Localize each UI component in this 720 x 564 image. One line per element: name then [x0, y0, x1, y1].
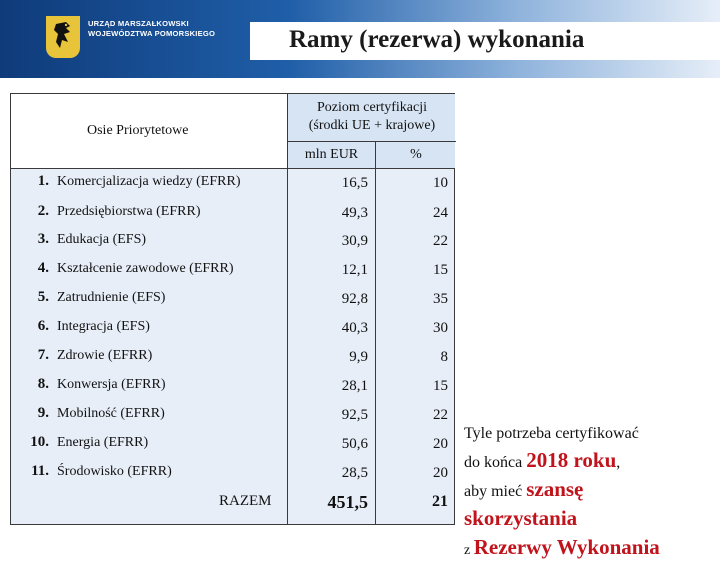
total-percent: 21 — [432, 493, 448, 510]
note-line2-pre: do końca — [464, 454, 527, 471]
row-name: Środowisko (EFRR) — [57, 464, 172, 479]
row-name: Edukacja (EFS) — [57, 232, 147, 247]
row-name: Zatrudnienie (EFS) — [57, 290, 166, 305]
note-line5-highlight: Rezerwy Wykonania — [473, 535, 660, 559]
row-number: 5. — [37, 289, 49, 305]
table-row — [11, 169, 454, 198]
row-value: 92,8 — [341, 291, 368, 307]
note-line3-highlight: szansę — [526, 477, 584, 501]
header-axis-cell — [11, 94, 287, 168]
row-value: 28,5 — [341, 465, 368, 481]
page-title: Ramy (rezerwa) wykonania — [289, 26, 585, 53]
row-percent: 30 — [433, 320, 448, 336]
row-name: Konwersja (EFRR) — [57, 377, 166, 392]
row-value: 16,5 — [341, 175, 368, 191]
row-percent: 24 — [433, 205, 448, 221]
table-row — [11, 372, 454, 401]
row-value: 9,9 — [349, 349, 368, 365]
table-row — [11, 430, 454, 459]
row-number: 1. — [37, 173, 49, 189]
row-number: 8. — [37, 376, 49, 392]
row-number: 11. — [31, 463, 49, 479]
row-value: 92,5 — [341, 407, 368, 423]
row-number: 6. — [37, 318, 49, 334]
note-line2-post: , — [616, 454, 621, 471]
note-line2-highlight: 2018 roku — [526, 448, 617, 472]
table-row — [11, 199, 454, 228]
table-row — [11, 227, 454, 256]
total-row — [11, 482, 454, 524]
total-value: 451,5 — [327, 492, 368, 512]
row-name: Energia (EFRR) — [57, 435, 149, 450]
results-table — [10, 93, 455, 525]
table-row — [11, 401, 454, 430]
row-percent: 20 — [433, 436, 448, 452]
header-percent-label: % — [410, 147, 422, 162]
note-line4-highlight: skorzystania — [464, 506, 578, 530]
row-name: Komercjalizacja wiedzy (EFRR) — [57, 174, 241, 189]
row-value: 40,3 — [341, 320, 368, 336]
row-number: 4. — [37, 260, 49, 276]
note-line5-pre: z — [464, 543, 474, 558]
row-percent: 8 — [440, 349, 448, 365]
org-name-line2: WOJEWÓDZTWA POMORSKIEGO — [88, 29, 216, 38]
header-axis-label: Osie Priorytetowe — [87, 123, 189, 138]
header-value-label: mln EUR — [288, 142, 376, 168]
row-percent: 22 — [433, 233, 448, 249]
side-note — [464, 420, 720, 559]
note-line3-pre: aby mieć — [464, 483, 527, 500]
org-name — [88, 19, 215, 39]
row-number: 2. — [37, 203, 49, 219]
row-percent: 15 — [433, 378, 448, 394]
header-certification-cell — [287, 94, 455, 168]
row-name: Integracja (EFS) — [57, 319, 150, 334]
note-line2 — [464, 447, 720, 476]
row-name: Zdrowie (EFRR) — [57, 348, 153, 363]
org-name-line1: URZĄD MARSZAŁKOWSKI — [88, 19, 189, 28]
row-percent: 22 — [433, 407, 448, 423]
header-certification-label — [288, 94, 456, 142]
row-value: 49,3 — [341, 205, 368, 221]
header-certification-line2: (środki UE + krajowe) — [308, 118, 436, 133]
row-value: 12,1 — [341, 262, 368, 278]
table-row — [11, 256, 454, 285]
table-row — [11, 314, 454, 343]
row-number: 9. — [37, 405, 49, 421]
griffin-coat-of-arms-icon — [46, 16, 80, 58]
note-line3 — [464, 476, 720, 505]
row-percent: 10 — [433, 175, 448, 191]
row-name: Mobilność (EFRR) — [57, 406, 165, 421]
row-number: 3. — [37, 231, 49, 247]
row-value: 30,9 — [341, 233, 368, 249]
row-name: Przedsiębiorstwa (EFRR) — [57, 204, 201, 219]
note-line5 — [464, 534, 720, 564]
row-name: Kształcenie zawodowe (EFRR) — [57, 261, 234, 276]
table-row — [11, 285, 454, 314]
row-value: 28,1 — [341, 378, 368, 394]
row-value: 50,6 — [341, 436, 368, 452]
row-percent: 15 — [433, 262, 448, 278]
row-number: 10. — [30, 434, 49, 450]
row-percent: 20 — [433, 465, 448, 481]
note-line1: Tyle potrzeba certyfikować — [464, 425, 639, 442]
total-label: RAZEM — [219, 493, 272, 509]
row-number: 7. — [37, 347, 49, 363]
note-line4 — [464, 505, 720, 534]
table-body — [11, 168, 454, 524]
row-percent: 35 — [433, 291, 448, 307]
header-certification-line1: Poziom certyfikacji — [316, 100, 428, 115]
table-row — [11, 343, 454, 372]
